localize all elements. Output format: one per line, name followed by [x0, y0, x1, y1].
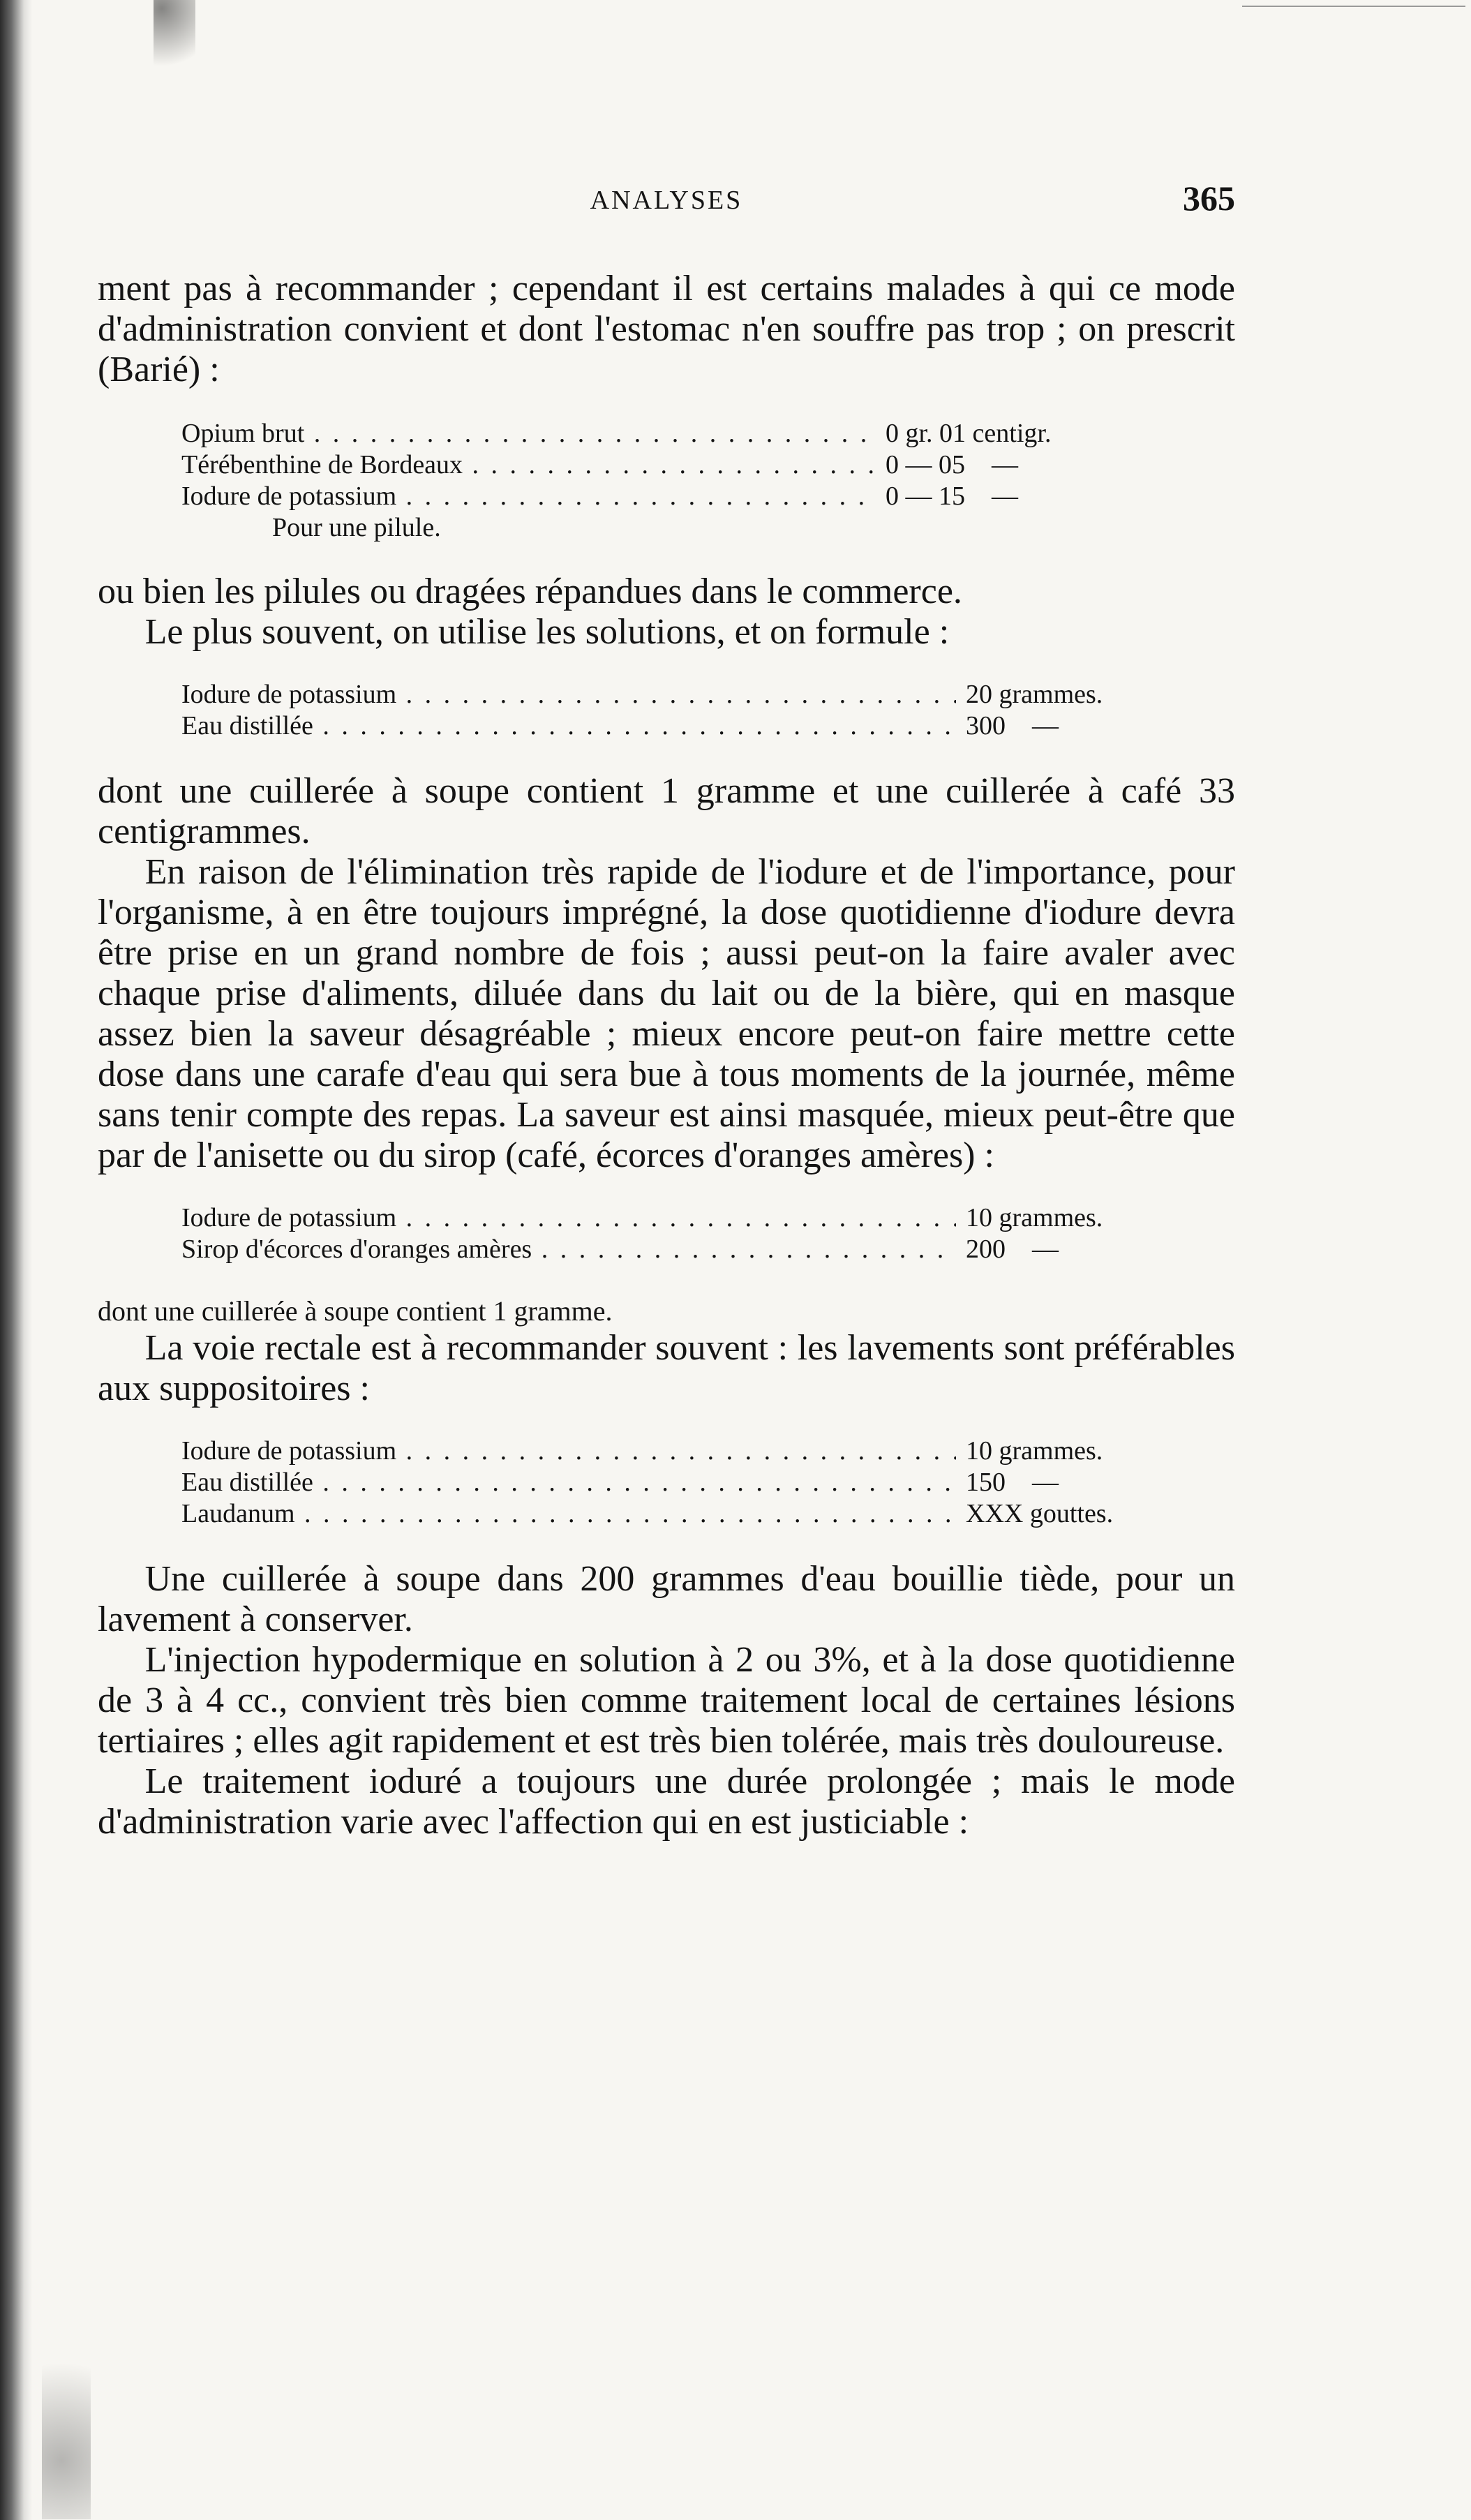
page-header: [98, 178, 1235, 227]
formula-row: [181, 1234, 1214, 1265]
formula-row: [181, 449, 1214, 481]
paragraph-3: Le plus souvent, on utilise les solutions, et on formule :: [144, 612, 950, 652]
ingredient-quantity: 200 —: [966, 1235, 1059, 1264]
ingredient-name: Eau distillée . . .: [181, 1467, 956, 1498]
formula-note: [181, 512, 1214, 544]
formula-row: [181, 1436, 1214, 1467]
ingredient-name: Térébenthine de Bordeaux . . .: [181, 449, 876, 481]
formula-row: [181, 1202, 1214, 1234]
ingredient-quantity: 150 —: [966, 1468, 1059, 1497]
formula-row: [181, 1467, 1214, 1498]
formula-syrup: [181, 1202, 1214, 1265]
formula-solution: [181, 679, 1214, 742]
paragraph-5: En raison de l'élimination très rapide de l'iodure et de l'importance, pour l'organisme, à en être toujours imprégné, la dose quotidienne d'iodure devra être prise en un grand nombre de fois ; aussi peut-on la faire avaler avec chaque prise d'aliments, diluée dans du lait ou de la bière, qui en masque assez bien la saveur désagréable ; mieux encore peut-on faire mettre cette dose dans une carafe d'eau qui sera bue à tous moments de la journée, même sans tenir compte des repas. La saveur est ainsi masquée, mieux peut-être que par de l'anisette ou du sirop (café, écorces d'oranges amères) :: [98, 852, 1235, 1175]
paragraph-6: dont une cuillerée à soupe contient 1 gramme.: [98, 1295, 613, 1327]
formula-note-text: Pour une pilule.: [272, 513, 441, 542]
scan-smudge-top: [154, 0, 195, 84]
paragraph-7: La voie rectale est à recommander souvent : les lavements sont préférables aux suppositoires :: [98, 1328, 1235, 1408]
paragraph-2: ou bien les pilules ou dragées répandues dans le commerce.: [98, 572, 962, 611]
formula-row: [181, 710, 1214, 742]
ingredient-name: Opium brut . . .: [181, 418, 876, 449]
ingredient-quantity: 10 grammes.: [966, 1203, 1103, 1232]
ingredient-quantity: 300 —: [966, 711, 1059, 740]
page-body: [98, 269, 1235, 1842]
formula-row: [181, 1498, 1214, 1530]
ingredient-quantity: 20 grammes.: [966, 680, 1103, 709]
paragraph-10: Le traitement ioduré a toujours une durée prolongée ; mais le mode d'administration varie avec l'affection qui en est justiciable :: [98, 1761, 1235, 1842]
formula-pill: [181, 418, 1214, 544]
ingredient-name: Iodure de potassium . . .: [181, 1202, 956, 1234]
ingredient-quantity: 10 grammes.: [966, 1436, 1103, 1466]
page-number: 365: [1183, 179, 1235, 218]
ingredient-name: Laudanum . . .: [181, 1498, 956, 1530]
formula-row: [181, 418, 1214, 449]
paragraph-8: Une cuillerée à soupe dans 200 grammes d'eau bouillie tiède, pour un lavement à conserver.: [98, 1559, 1235, 1639]
paragraph-4: dont une cuillerée à soupe contient 1 gramme et une cuillerée à café 33 centigrammes.: [98, 771, 1235, 851]
ingredient-quantity: 0 — 15 —: [886, 482, 1018, 511]
scan-smudge-bottom: [42, 2324, 91, 2519]
ingredient-name: Iodure de potassium . . .: [181, 1436, 956, 1467]
ingredient-name: Sirop d'écorces d'oranges amères . . .: [181, 1234, 956, 1265]
ingredient-quantity: 0 gr. 01 centigr.: [886, 419, 1052, 448]
formula-row: [181, 679, 1214, 710]
running-head: ANALYSES: [590, 186, 743, 215]
paragraph-1: ment pas à recommander ; cependant il est certains malades à qui ce mode d'administration convient et dont l'estomac n'en souffre pas trop ; on prescrit (Barié) :: [98, 269, 1235, 389]
page-binding-shadow: [0, 0, 32, 2520]
ingredient-name: Eau distillée . . .: [181, 710, 956, 742]
formula-row: [181, 481, 1214, 512]
paragraph-9: L'injection hypodermique en solution à 2 ou 3%, et à la dose quotidienne de 3 à 4 cc., convient très bien comme traitement local de certaines lésions tertiaires ; elles agit rapidement et est très bien tolérée, mais très douloureuse.: [98, 1640, 1235, 1761]
ingredient-name: Iodure de potassium . . .: [181, 679, 956, 710]
scan-edge-rule: [1242, 6, 1465, 7]
ingredient-name: Iodure de potassium . . .: [181, 481, 876, 512]
ingredient-quantity: 0 — 05 —: [886, 450, 1018, 479]
formula-enema: [181, 1436, 1214, 1530]
ingredient-quantity: XXX gouttes.: [966, 1499, 1114, 1528]
